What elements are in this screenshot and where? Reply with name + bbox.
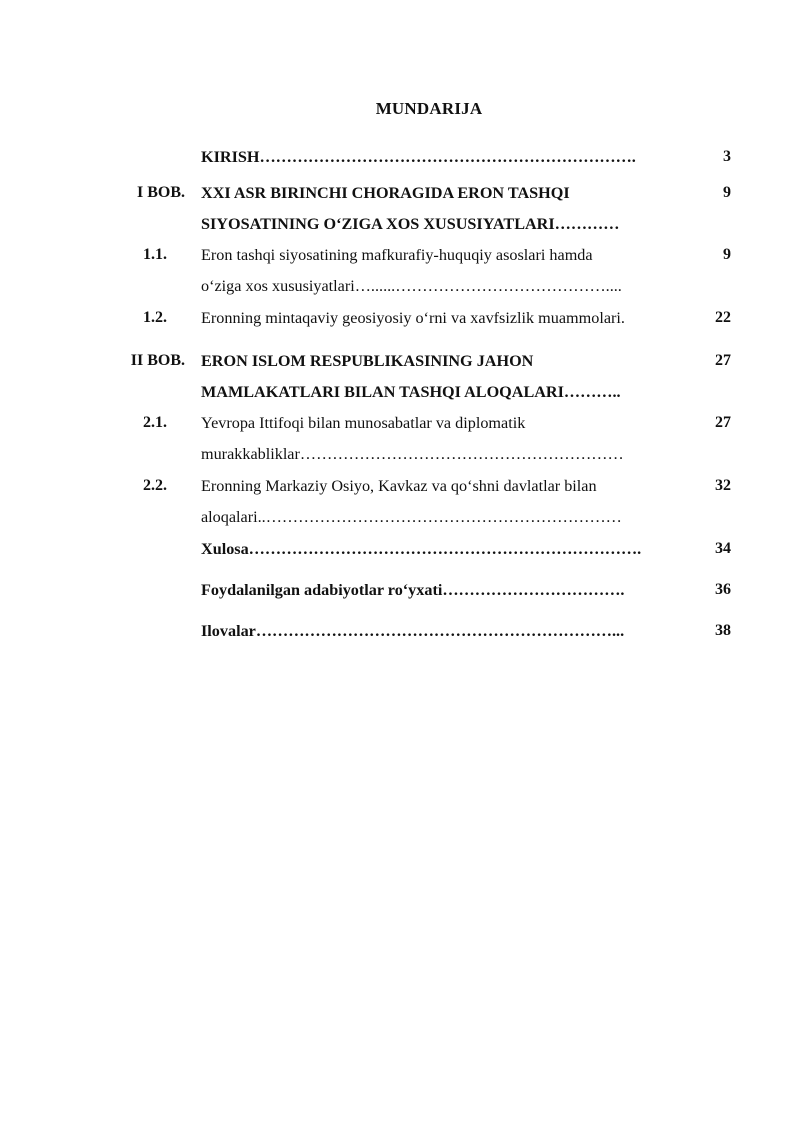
toc-section-label: 1.2. (143, 309, 167, 326)
toc-section-label: 1.1. (143, 246, 167, 263)
toc-section-label: 2.1. (143, 414, 167, 431)
toc-entry-text-line2: MAMLAKATLARI BILAN TASHQI ALOQALARI……….. (201, 383, 621, 401)
toc-page-number: 27 (715, 352, 731, 369)
toc-page-number: 27 (715, 414, 731, 431)
toc-entry-text-line2: SIYOSATINING O‘ZIGA XOS XUSUSIYATLARI………… (201, 215, 620, 233)
toc-entry-text-line2: murakkabliklar…………………………………………………… (201, 445, 624, 463)
toc-page-number: 9 (723, 246, 731, 263)
toc-page-number: 36 (715, 581, 731, 598)
toc-page-number: 38 (715, 622, 731, 639)
toc-page-number: 9 (723, 184, 731, 201)
toc-chapter-label: II BOB. (130, 352, 185, 369)
toc-chapter-label: I BOB. (136, 184, 185, 201)
toc-page-number: 22 (715, 309, 731, 326)
toc-entry-text: Xulosa………………………………………………………………. (201, 540, 642, 558)
toc-entry-text: XXI ASR BIRINCHI CHORAGIDA ERON TASHQI (201, 184, 570, 202)
toc-entry-text-line2: o‘ziga xos xususiyatlari…......………………………………….... (201, 277, 622, 295)
page-title: MUNDARIJA (375, 99, 483, 118)
toc-entry-text: Eronning mintaqaviy geosiyosiy o‘rni va xavfsizlik muammolari. (201, 309, 625, 327)
toc-entry-text-line2: aloqalari..………………………………………………………… (201, 508, 622, 526)
toc-entry-text: ERON ISLOM RESPUBLIKASINING JAHON (201, 352, 534, 370)
toc-entry-text: Yevropa Ittifoqi bilan munosabatlar va diplomatik (201, 414, 526, 432)
toc-page-number: 34 (715, 540, 731, 557)
toc-entry-text: Ilovalar…………………………………………………………... (201, 622, 625, 640)
toc-page-number: 3 (723, 148, 731, 165)
toc-entry-text: Foydalanilgan adabiyotlar ro‘yxati……………………………. (201, 581, 625, 599)
toc-entry-text: Eron tashqi siyosatining mafkurafiy-huquqiy asoslari hamda (201, 246, 593, 264)
toc-entry-text: KIRISH……………………………………………………………. (201, 148, 636, 166)
toc-section-label: 2.2. (143, 477, 167, 494)
toc-entry-text: Eronning Markaziy Osiyo, Kavkaz va qo‘shni davlatlar bilan (201, 477, 597, 495)
toc-page-number: 32 (715, 477, 731, 494)
